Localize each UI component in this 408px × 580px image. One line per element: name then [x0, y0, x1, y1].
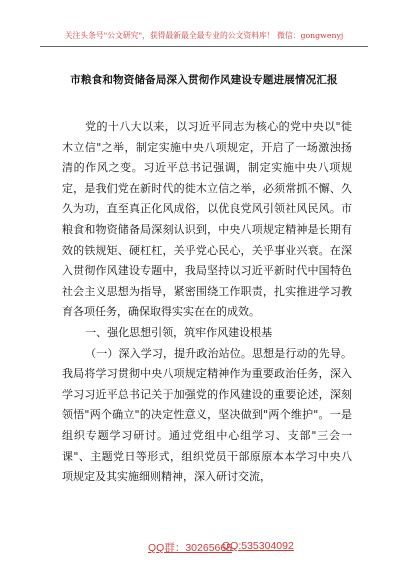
subsection-paragraph: （一）深入学习，提升政治站位。思想是行动的先导。我局将学习贯彻中央八项规定精神作为重要政治任务，深入学习习近平总书记关于加强党的作风建设的重要论述，深刻领悟"两个确立"的决定性意义，坚决做到"两个维护"。一是组织专题学习研讨。通过党组中心组学习、支部"三会一课"、主题党日等形式，组织党员干部原原本本学习中央八项规定及其实施细则精神，深入研讨交流， [62, 346, 352, 484]
qq-contact-link[interactable]: QQ:535304092 [222, 540, 294, 552]
intro-paragraph: 党的十八大以来，以习近平同志为核心的党中央以"徙木立信"之举，制定实施中央八项规定，开启了一场激浊扬清的作风之变。习近平总书记强调，制定实施中央八项规定，是我们党在新时代的徙木立信之举，必须常抓不懈、久久为功，直至真正化风成俗，以优良党风引领社风民风。市粮食和物资储备局深刻认识到，中央八项规定精神是长期有效的铁规矩、硬杠杠，关乎党心民心，关乎事业兴衰。在深入贯彻作风建设专题中，我局坚持以习近平新时代中国特色社会主义思想为指导，紧密围绕工作职责，扎实推进学习教育各项任务，确保取得实实在在的成效。 [62, 120, 352, 319]
section-heading: 一、强化思想引领，筑牢作风建设根基 [85, 325, 273, 339]
footer-contacts [0, 540, 408, 554]
document-title: 市粮食和物资储备局深入贯彻作风建设专题进展情况汇报 [70, 74, 338, 86]
header-banner: 关注头条号"公文研究"，获得最新最全最专业的公文资料库！ 微信：gongwenyj [64, 31, 344, 40]
document-body [62, 117, 352, 488]
header-divider [40, 46, 368, 47]
qq-group-link[interactable]: QQ群：30265665 [148, 542, 233, 554]
